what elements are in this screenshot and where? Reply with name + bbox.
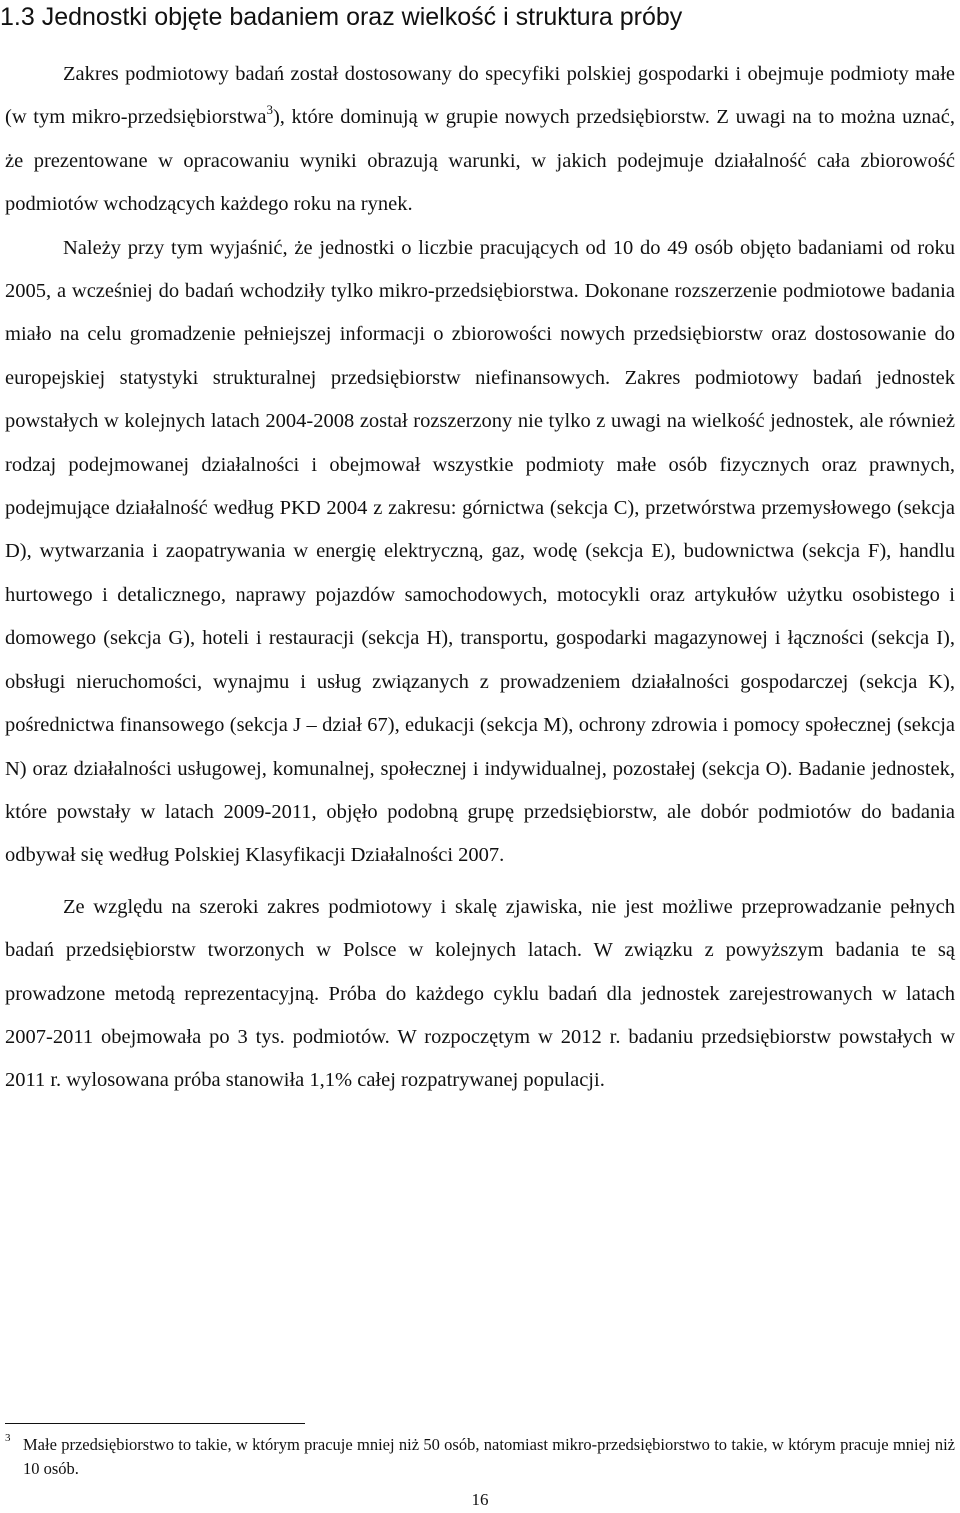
footnote-reference[interactable]: 3: [266, 102, 273, 118]
footnote-mark: 3: [5, 1432, 11, 1444]
section-heading: 1.3 Jednostki objęte badaniem oraz wielkość i struktura próby: [0, 3, 683, 31]
paragraph-scope-extension: Należy przy tym wyjaśnić, że jednostki o liczbie pracujących od 10 do 49 osób objęto badaniami od roku 2005, a wcześniej do badań wchodziły tylko mikro-przedsiębiorstwa. Dokonane rozszerzenie podmiotowe badania miało na celu gromadzenie pełniejszej informacji o zbiorowości nowych przedsiębiorstw oraz dostosowanie do europejskiej statystyki strukturalnej przedsiębiorstw niefinansowych. Zakres podmiotowy badań jednostek powstałych w kolejnych latach 2004-2008 został rozszerzony nie tylko z uwagi na wielkość jednostek, ale również rodzaj podejmowanej działalności i obejmował wszystkie podmioty małe osób fizycznych oraz prawnych, podejmujące działalność według PKD 2004 z zakresu: górnictwa (sekcja C), przetwórstwa przemysłowego (sekcja D), wytwarzania i zaopatrywania w energię elektryczną, gaz, wodę (sekcja E), budownictwa (sekcja F), handlu hurtowego i detalicznego, naprawy pojazdów samochodowych, motocykli oraz artykułów użytku osobistego i domowego (sekcja G), hoteli i restauracji (sekcja H), transportu, gospodarki magazynowej i łączności (sekcja I), obsługi nieruchomości, wynajmu i usług związanych z prowadzeniem działalności gospodarczej (sekcja K), pośrednictwa finansowego (sekcja J – dział 67), edukacji (sekcja M), ochrony zdrowia i pomocy społecznej (sekcja N) oraz działalności usługowej, komunalnej, społecznej i indywidualnej, pozostałej (sekcja O). Badanie jednostek, które powstały w latach 2009-2011, objęło podobną grupę przedsiębiorstw, ale dobór podmiotów do badania odbywał się według Polskiej Klasyfikacji Działalności 2007.: [5, 236, 955, 867]
footnote: [5, 1433, 955, 1481]
paragraph-scope-text-end: ), które dominują w grupie nowych przedsiębiorstw. Z uwagi na to można uznać, że prezentowane w opracowaniu wyniki obrazują warunki, w jakich podejmuje działalność cała zbiorowość podmiotów wchodzących każdego roku na rynek.: [5, 106, 955, 216]
page-number: 16: [471, 1490, 489, 1509]
footnote-separator: [5, 1423, 305, 1424]
paragraph-scope-text-start: Zakres podmiotowy badań został dostosowany do specyfiki polskiej gospodarki i obejmuje podmioty małe (w tym mikro-przedsiębiorstwa: [5, 63, 955, 129]
body-text: [5, 53, 955, 1103]
paragraph-sampling: Ze względu na szeroki zakres podmiotowy i skalę zjawiska, nie jest możliwe przeprowadzanie pełnych badań przedsiębiorstw tworzonych w Polsce w kolejnych latach. W związku z powyższym badania te są prowadzone metodą reprezentacyjną. Próba do każdego cyklu badań dla jednostek zarejestrowanych w latach 2007-2011 obejmowała po 3 tys. podmiotów. W rozpoczętym w 2012 r. badaniu przedsiębiorstw powstałych w 2011 r. wylosowana próba stanowiła 1,1% całej rozpatrywanej populacji.: [5, 895, 955, 1092]
footnote-text: Małe przedsiębiorstwo to takie, w którym pracuje mniej niż 50 osób, natomiast mikro-przedsiębiorstwo to takie, w którym pracuje mniej niż 10 osób.: [23, 1435, 955, 1478]
paragraph-scope: [5, 53, 955, 227]
